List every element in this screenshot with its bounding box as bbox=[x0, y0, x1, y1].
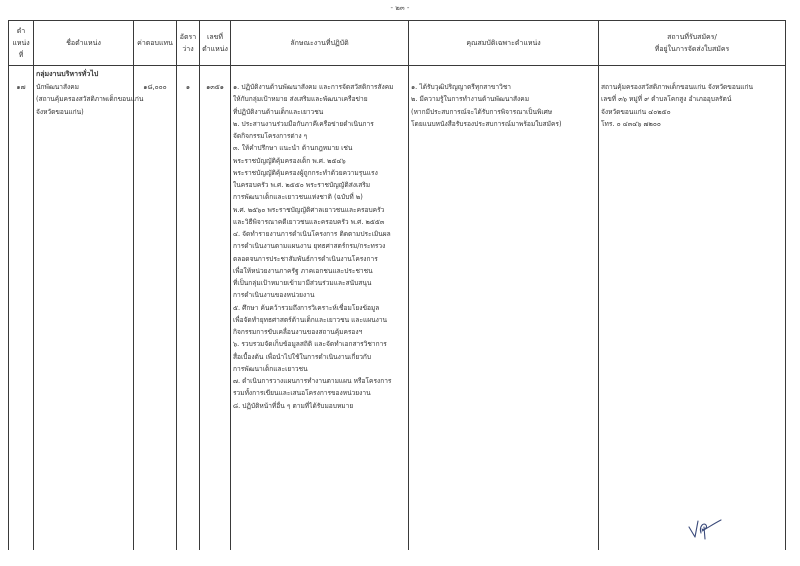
job-description-line: กิจกรรมการขับเคลื่อนงานของสถานคุ้มครองฯ bbox=[233, 328, 363, 336]
job-description-line: การพัฒนาเด็กและเยาวชนแห่งชาติ (ฉบับที่ ๒) bbox=[233, 193, 363, 202]
job-description-line: ๑. ปฏิบัติงานด้านพัฒนาสังคม และการจัดสวัสดิการสังคม bbox=[233, 83, 394, 91]
col-border-5 bbox=[230, 20, 231, 550]
job-description-line: พระราชบัญญัติคุ้มครองผู้ถูกกระทำด้วยความรุนแรง bbox=[233, 168, 378, 177]
header-application-place-line2: ที่อยู่ในการจัดส่งใบสมัคร bbox=[654, 45, 730, 53]
position-name-line: จังหวัดขอนแก่น) bbox=[36, 107, 84, 116]
application-place-line: เลขที่ ๓๖ หมู่ที่ ๙ ตำบลโคกสูง อำเภออุบลรัตน์ bbox=[601, 95, 732, 104]
col-border-8 bbox=[785, 20, 786, 550]
header-vacancy bbox=[177, 21, 199, 65]
header-vacancy-line2: ว่าง bbox=[182, 45, 194, 53]
row-seq: ๑๗ bbox=[16, 83, 26, 91]
qualification-line: โดยแนบหนังสือรับรองประสบการณ์มาพร้อมใบสมัคร) bbox=[411, 119, 562, 128]
job-description-line: จัดกิจกรรมโครงการต่าง ๆ bbox=[233, 132, 308, 140]
job-description-line: ให้กับกลุ่มเป้าหมาย ส่งเสริมและพัฒนาเครือข่าย bbox=[233, 95, 368, 104]
compensation-value: ๑๘,๐๐๐ bbox=[143, 83, 167, 91]
qualification-line: (หากมีประสบการณ์จะได้รับการพิจารณาเป็นพิเศษ bbox=[411, 107, 553, 116]
header-position-seq-line3: ที่ bbox=[18, 51, 24, 59]
job-description-line: ในครอบครัว พ.ศ. ๒๕๕๐ พระราชบัญญัติส่งเสริม bbox=[233, 181, 371, 189]
job-description-line: ๗. ดำเนินการวางแผนการทำงานตามแผน หรือโครงการ bbox=[233, 377, 392, 385]
header-position-number-line2: ตำแหน่ง bbox=[202, 45, 228, 53]
page-number: - ๒๓ - bbox=[390, 4, 410, 12]
header-position-number-line1: เลขที่ bbox=[206, 33, 224, 41]
application-place-line: จังหวัดขอนแก่น ๔๐๒๕๐ bbox=[601, 107, 671, 116]
qualification-line: ๒. มีความรู้ในการทำงานด้านพัฒนาสังคม bbox=[411, 95, 530, 104]
header-position-seq bbox=[9, 21, 33, 65]
job-description-line: การดำเนินงานของหน่วยงาน bbox=[233, 291, 315, 300]
job-description-line: การพัฒนาเด็กและเยาวชน bbox=[233, 364, 308, 373]
job-description-line: การดำเนินงานตามแผนงาน ยุทธศาสตร์กรม/กระทรวง bbox=[233, 242, 386, 251]
header-application-place-line1: สถานที่รับสมัคร/ bbox=[667, 33, 717, 41]
qualifications bbox=[411, 81, 562, 130]
signature-mark bbox=[685, 513, 725, 543]
application-place-line: โทร. ๐ ๔๓๔๖ ๗๒๐๐ bbox=[601, 119, 661, 128]
job-description-line: และวิธีพิจารณาคดีเยาวชนและครอบครัว พ.ศ. ๒๕๕๓ bbox=[233, 217, 385, 226]
header-vacancy-line1: อัตรา bbox=[179, 33, 197, 41]
position-name bbox=[36, 81, 143, 118]
job-description bbox=[233, 81, 393, 412]
position-number-value: ๑๓๕๑ bbox=[206, 83, 224, 91]
col-border-4 bbox=[199, 20, 200, 550]
job-description-line: พระราชบัญญัติคุ้มครองเด็ก พ.ศ. ๒๕๔๖ bbox=[233, 156, 346, 165]
job-description-line: รวมทั้งการเขียนและเสนอโครงการของหน่วยงาน bbox=[233, 389, 371, 398]
job-description-line: เพื่อจัดทำยุทธศาสตร์ด้านเด็กและเยาวชน และแผนงาน bbox=[233, 315, 388, 324]
job-description-line: ๘. ปฏิบัติหน้าที่อื่น ๆ ตามที่ได้รับมอบหมาย bbox=[233, 401, 354, 410]
group-title: กลุ่มงานบริหารทั่วไป bbox=[36, 70, 99, 78]
header-position-seq-line2: แหน่ง bbox=[12, 39, 30, 47]
header-qualifications: คุณสมบัติเฉพาะตำแหน่ง bbox=[466, 39, 541, 47]
header-job-description: ลักษณะงานที่ปฏิบัติ bbox=[290, 39, 349, 47]
vacancy-value: ๑ bbox=[185, 83, 191, 91]
application-place-line: สถานคุ้มครองสวัสดิภาพเด็กขอนแก่น จังหวัดขอนแก่น bbox=[601, 83, 754, 91]
job-description-line: พ.ศ. ๒๕๖๐ พระราชบัญญัติศาลเยาวชนและครอบครัว bbox=[233, 205, 385, 214]
position-name-line: นักพัฒนาสังคม bbox=[36, 83, 80, 91]
job-description-line: ๕. ศึกษา ค้นคว้ารวมถึงการวิเคราะห์เชื่อมโยงข้อมูล bbox=[233, 303, 380, 312]
application-place bbox=[601, 81, 753, 130]
qualification-line: ๑. ได้รับวุฒิปริญญาตรีทุกสาขาวิชา bbox=[411, 83, 512, 91]
job-description-line: ตลอดจนการประชาสัมพันธ์การดำเนินงานโครงการ bbox=[233, 254, 378, 263]
col-border-0 bbox=[8, 20, 9, 550]
col-border-6 bbox=[408, 20, 409, 550]
header-bottom-border bbox=[8, 65, 786, 66]
job-description-line: ๒. ประสานงานร่วมมือกับภาคีเครือข่ายดำเนินการ bbox=[233, 119, 374, 128]
position-name-line: (สถานคุ้มครองสวัสดิภาพเด็กขอนแก่น bbox=[36, 95, 144, 104]
job-description-line: ที่เป็นกลุ่มเป้าหมายเข้ามามีส่วนร่วมและสนับสนุน bbox=[233, 279, 372, 287]
job-description-line: สื่อเบื้องต้น เพื่อนำไปใช้ในการดำเนินงานเกี่ยวกับ bbox=[233, 352, 372, 361]
job-description-line: ๖. รวบรวมจัดเก็บข้อมูลสถิติ และจัดทำเอกสารวิชาการ bbox=[233, 340, 387, 349]
col-border-7 bbox=[598, 20, 599, 550]
col-border-1 bbox=[33, 20, 34, 550]
job-description-line: ๓. ให้คำปรึกษา แนะนำ ด้านกฎหมาย เช่น bbox=[233, 144, 353, 153]
job-description-line: ๔. จัดทำรายงานการดำเนินโครงการ ติดตามประเมินผล bbox=[233, 230, 391, 238]
header-position-name: ชื่อตำแหน่ง bbox=[66, 39, 101, 47]
header-position-seq-line1: ตำ bbox=[16, 27, 26, 35]
job-description-line: เพื่อให้หน่วยงานภาครัฐ ภาคเอกชนและประชาชน bbox=[233, 266, 373, 275]
header-compensation: ค่าตอบแทน bbox=[137, 39, 173, 47]
col-border-3 bbox=[176, 20, 177, 550]
header-application-place bbox=[599, 21, 785, 65]
positions-table bbox=[8, 20, 786, 550]
header-position-number bbox=[200, 21, 230, 65]
job-description-line: ที่ปฏิบัติงานด้านเด็กและเยาวชน bbox=[233, 107, 324, 116]
